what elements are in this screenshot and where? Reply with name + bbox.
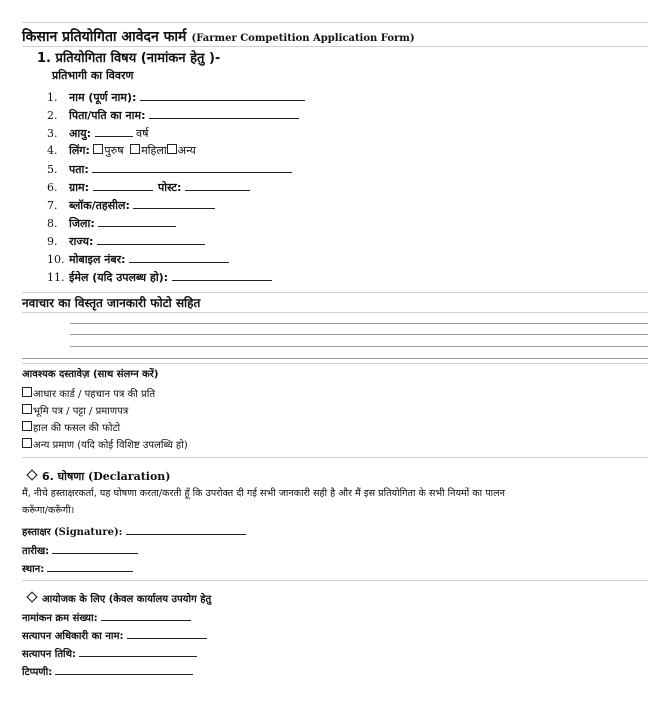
field-age: 3. आयु: वर्ष bbox=[47, 127, 149, 140]
address-input[interactable] bbox=[92, 162, 292, 173]
place-input[interactable] bbox=[47, 561, 133, 572]
form-title-hindi: किसान प्रतियोगिता आवेदन फार्म bbox=[22, 29, 187, 45]
field-verification-date: सत्यापन तिथि: bbox=[22, 646, 197, 660]
document-other-checkbox[interactable] bbox=[22, 438, 32, 448]
field-mobile: 10. मोबाइल नंबर: bbox=[47, 252, 229, 265]
signature-input[interactable] bbox=[126, 524, 246, 535]
field-full-name: 1. नाम (पूर्ण नाम): bbox=[47, 90, 305, 103]
field-district: 8. जिला: bbox=[47, 216, 176, 229]
email-input[interactable] bbox=[172, 270, 272, 281]
gender-male-checkbox[interactable] bbox=[93, 144, 103, 154]
divider bbox=[22, 363, 648, 364]
field-email: 11. ईमेल (यदि उपलब्ध हो): bbox=[47, 270, 272, 283]
full-name-input[interactable] bbox=[140, 90, 305, 101]
participant-details-subheading: प्रतिभागी का विवरण bbox=[52, 69, 134, 82]
declaration-text-line-1: मैं, नीचे हस्ताक्षरकर्ता, यह घोषणा करता/करती हूँ कि उपरोक्त दी गई सभी जानकारी सही है और मैं इस प्रतियोगिता के सभी नियमों का पालन bbox=[22, 488, 505, 499]
divider bbox=[22, 457, 648, 458]
age-input[interactable] bbox=[95, 126, 133, 137]
document-item-crop-photo: हाल की फसल की फोटो bbox=[22, 421, 120, 434]
field-enrollment-number: नामांकन क्रम संख्या: bbox=[22, 610, 191, 624]
state-input[interactable] bbox=[97, 234, 205, 245]
document-item-land: भूमि पत्र / पट्टा / प्रमाणपत्र bbox=[22, 404, 128, 417]
innovation-line-2[interactable] bbox=[70, 334, 648, 335]
field-date: तारीख: bbox=[22, 543, 138, 557]
divider bbox=[22, 22, 648, 23]
divider bbox=[22, 46, 648, 47]
field-block-tehsil: 7. ब्लॉक/तहसील: bbox=[47, 198, 215, 211]
field-signature: हस्ताक्षर (Signature): bbox=[22, 524, 246, 538]
date-input[interactable] bbox=[52, 543, 138, 554]
document-crop-photo-checkbox[interactable] bbox=[22, 421, 32, 431]
block-tehsil-input[interactable] bbox=[133, 198, 215, 209]
remarks-input[interactable] bbox=[55, 664, 193, 675]
declaration-text-line-2: करूँगा/करूँगी। bbox=[22, 505, 75, 516]
innovation-line-4[interactable] bbox=[22, 358, 648, 359]
field-remarks: टिप्पणी: bbox=[22, 664, 193, 678]
form-title bbox=[22, 28, 415, 44]
document-aadhaar-checkbox[interactable] bbox=[22, 387, 32, 397]
village-input[interactable] bbox=[93, 180, 153, 191]
enrollment-number-input[interactable] bbox=[101, 610, 191, 621]
diamond-bullet-icon bbox=[26, 469, 37, 480]
section-1-heading: 1. प्रतियोगिता विषय (नामांकन हेतु )- bbox=[37, 51, 221, 66]
office-use-heading: आयोजक के लिए (केवल कार्यालय उपयोग हेतु bbox=[28, 593, 211, 605]
divider bbox=[22, 312, 648, 313]
post-input[interactable] bbox=[185, 180, 250, 191]
divider bbox=[22, 580, 648, 581]
verification-date-input[interactable] bbox=[79, 646, 197, 657]
innovation-line-1[interactable] bbox=[70, 323, 648, 324]
field-father-husband-name: 2. पिता/पति का नाम: bbox=[47, 108, 299, 121]
father-husband-name-input[interactable] bbox=[149, 108, 299, 119]
gender-female-checkbox[interactable] bbox=[130, 144, 140, 154]
diamond-bullet-icon bbox=[26, 591, 37, 602]
field-address: 5. पता: bbox=[47, 162, 292, 175]
mobile-input[interactable] bbox=[129, 252, 229, 263]
field-state: 9. राज्य: bbox=[47, 234, 205, 247]
verifying-officer-input[interactable] bbox=[127, 628, 207, 639]
district-input[interactable] bbox=[98, 216, 176, 227]
field-verifying-officer: सत्यापन अधिकारी का नाम: bbox=[22, 628, 207, 642]
gender-other-checkbox[interactable] bbox=[167, 144, 177, 154]
documents-heading: आवश्यक दस्तावेज़ (साथ संलग्न करें) bbox=[22, 369, 159, 380]
document-item-aadhaar: आधार कार्ड / पहचान पत्र की प्रति bbox=[22, 387, 155, 400]
innovation-heading: नवाचार का विस्तृत जानकारी फोटो सहित bbox=[22, 296, 201, 310]
field-village-post: 6. ग्राम: पोस्ट: bbox=[47, 180, 250, 193]
innovation-line-3[interactable] bbox=[70, 346, 648, 347]
form-title-english: (Farmer Competition Application Form) bbox=[191, 33, 415, 44]
field-place: स्थान: bbox=[22, 561, 133, 575]
document-land-checkbox[interactable] bbox=[22, 404, 32, 414]
field-gender: 4. लिंग: पुरुष महिला अन्य bbox=[47, 144, 196, 157]
declaration-heading: 6. घोषणा (Declaration) bbox=[28, 471, 171, 482]
divider bbox=[22, 292, 648, 293]
document-item-other: अन्य प्रमाण (यदि कोई विशिष्ट उपलब्धि हो) bbox=[22, 438, 188, 451]
